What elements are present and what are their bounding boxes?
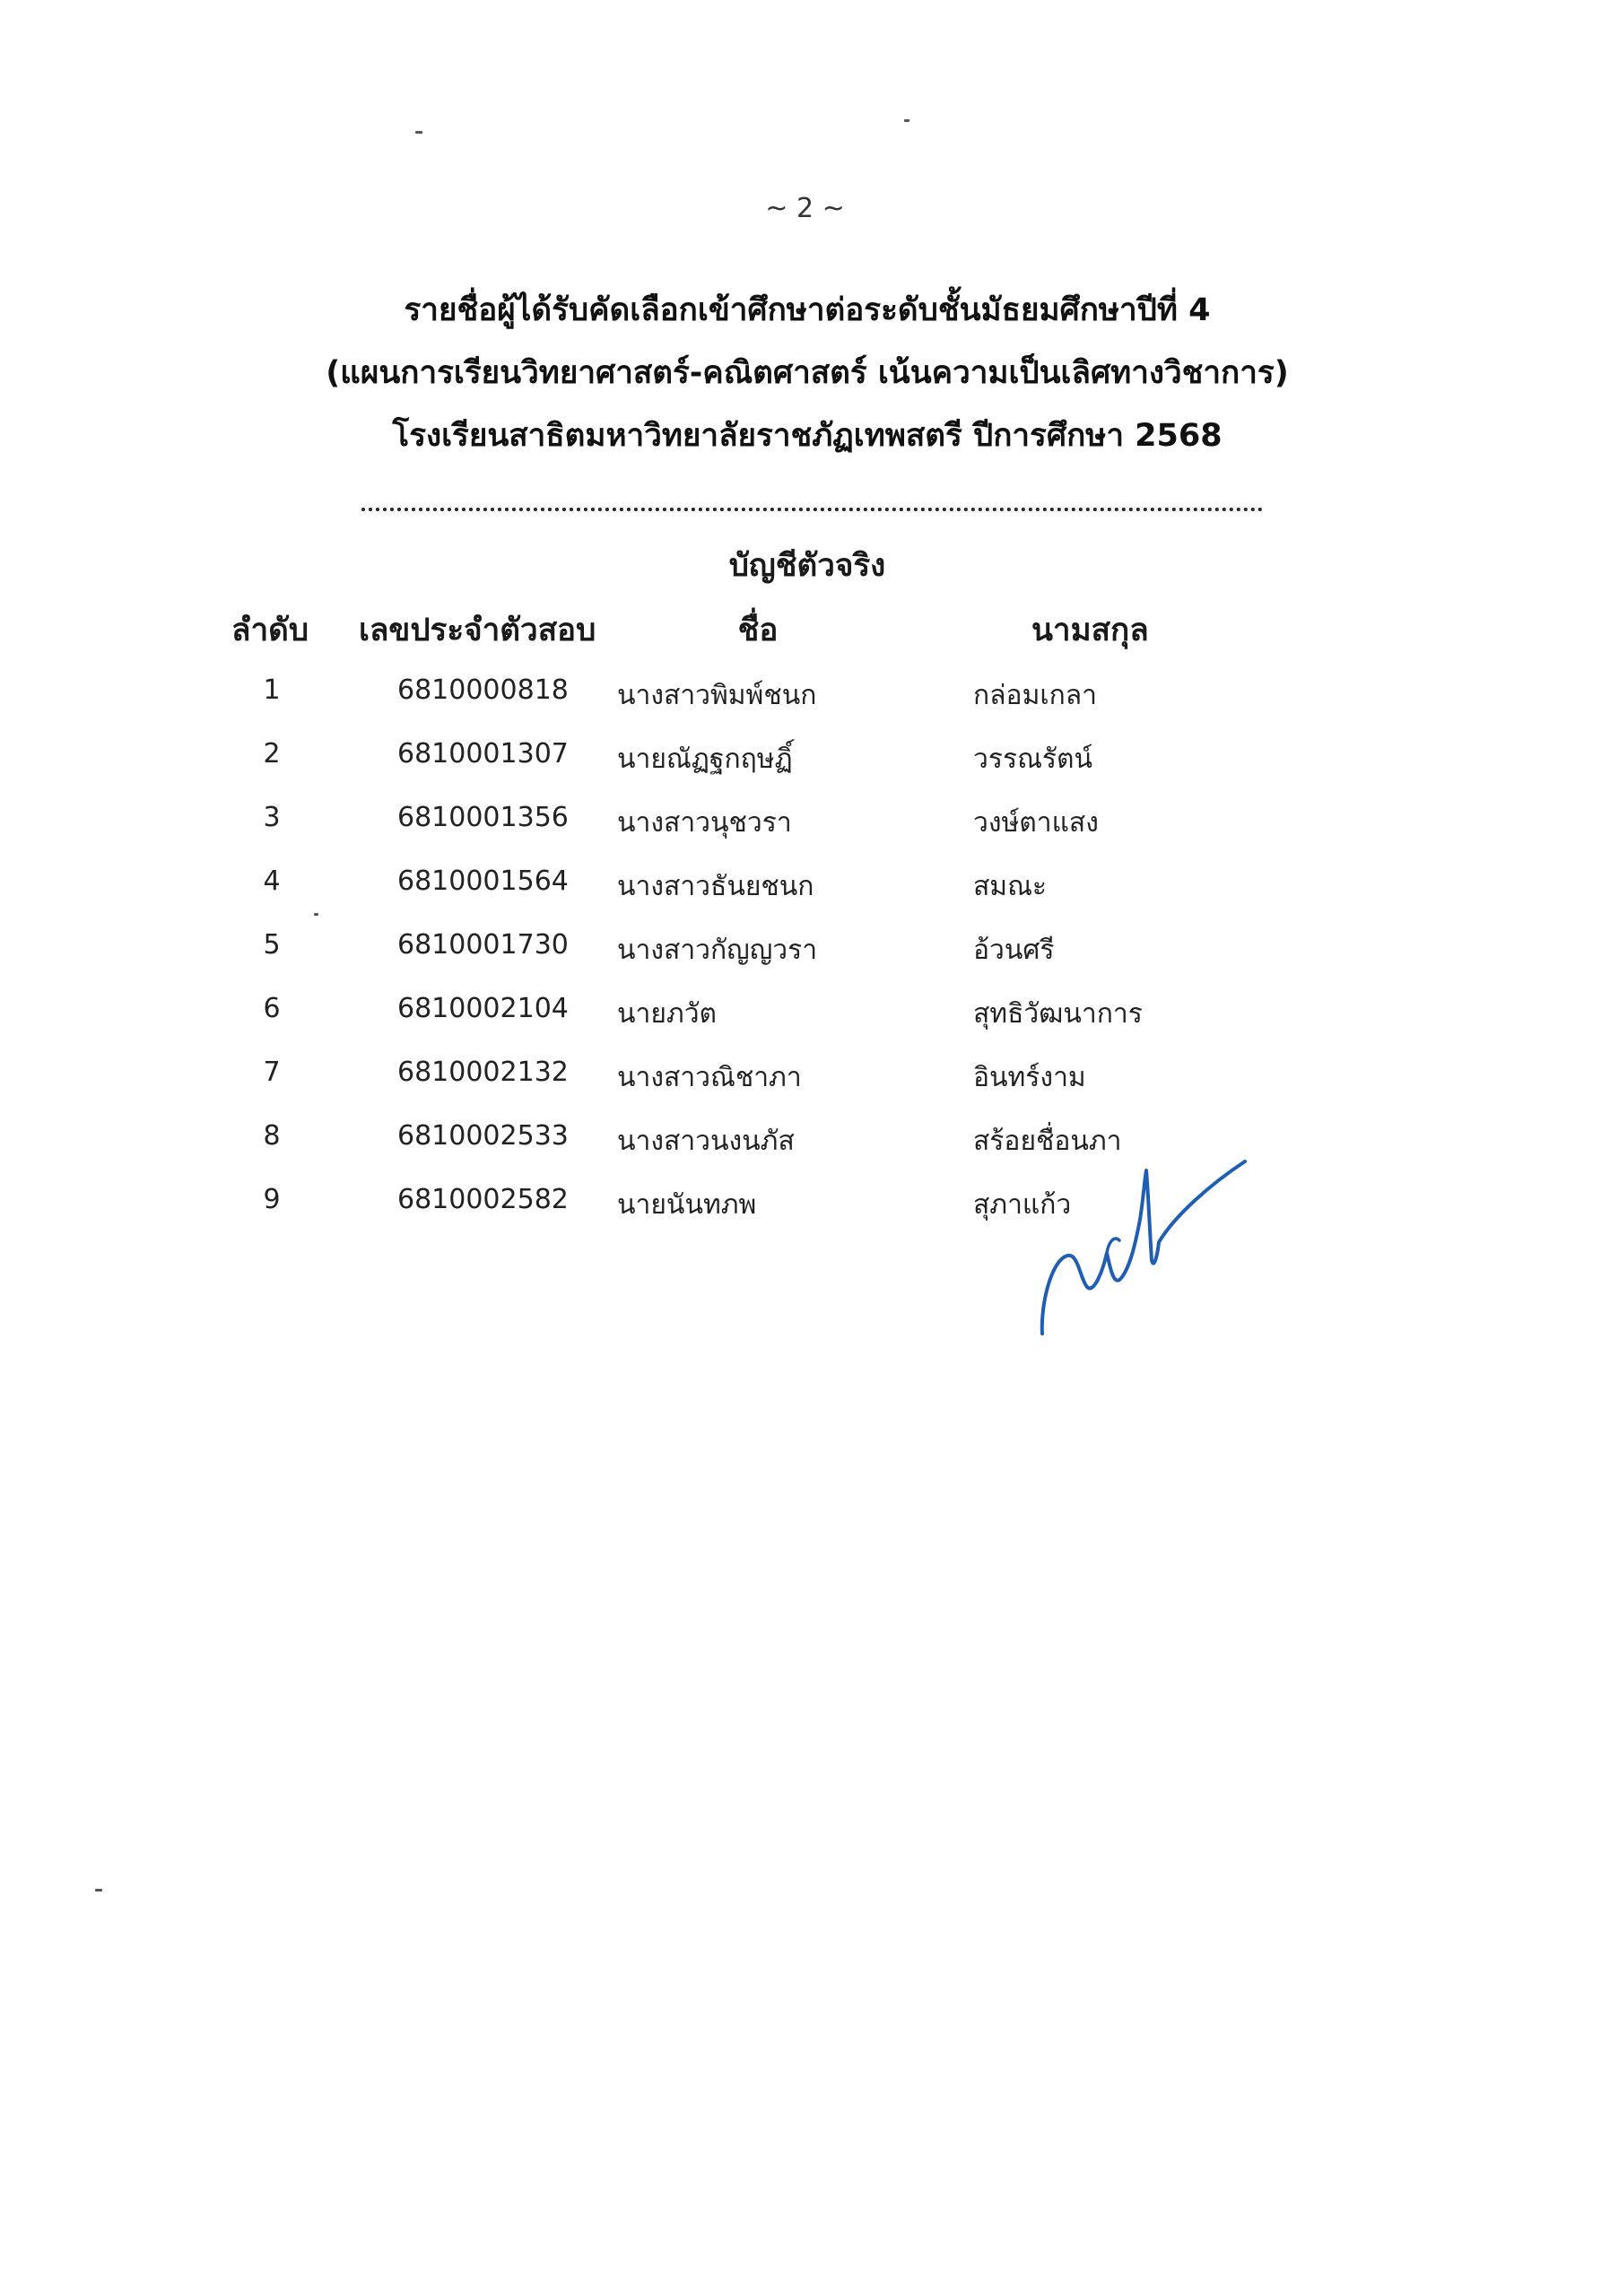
- table-row: [0, 929, 1610, 993]
- document-title-line-1: รายชื่อผู้ได้รับคัดเลือกเข้าศึกษาต่อระดับชั้นมัธยมศึกษาปีที่ 4: [404, 292, 1211, 328]
- document-title-line-2: (แผนการเรียนวิทยาศาสตร์-คณิตศาสตร์ เน้นความเป็นเลิศทางวิชาการ): [326, 355, 1289, 391]
- row-exam-id: 6810001307: [397, 738, 569, 770]
- row-last-name: สมณะ: [973, 871, 1048, 902]
- row-first-name: นายนันทภพ: [617, 1189, 757, 1221]
- row-order: 6: [263, 993, 281, 1024]
- row-last-name: อินทร์งาม: [973, 1062, 1086, 1093]
- table-row: [0, 738, 1610, 802]
- row-first-name: นางสาวพิมพ์ชนก: [617, 680, 817, 711]
- row-last-name: อ้วนศรี: [973, 935, 1055, 966]
- header-last-name: นามสกุล: [1031, 613, 1149, 648]
- row-order: 8: [263, 1120, 281, 1152]
- row-first-name: นายณัฏฐกฤษฏิ์: [617, 744, 793, 775]
- row-last-name: วงษ์ตาแสง: [973, 807, 1099, 839]
- table-row: [0, 1057, 1610, 1120]
- table-row: [0, 802, 1610, 865]
- row-last-name: สุทธิวัฒนาการ: [973, 998, 1143, 1030]
- row-first-name: นางสาวกัญญวรา: [617, 935, 818, 966]
- row-first-name: นางสาวนงนภัส: [617, 1126, 795, 1157]
- row-exam-id: 6810002582: [397, 1184, 569, 1215]
- row-last-name: สร้อยชื่อนภา: [973, 1126, 1122, 1157]
- header-first-name: ชื่อ: [737, 613, 779, 648]
- row-last-name: วรรณรัตน์: [973, 744, 1093, 775]
- row-last-name: กล่อมเกลา: [973, 680, 1097, 711]
- row-exam-id: 6810002104: [397, 993, 569, 1024]
- scan-speck: [904, 119, 909, 122]
- table-row: [0, 1184, 1610, 1248]
- row-exam-id: 6810002533: [397, 1120, 569, 1152]
- scan-speck: [415, 131, 422, 134]
- row-order: 7: [263, 1057, 281, 1088]
- row-last-name: สุภาแก้ว: [973, 1189, 1072, 1221]
- row-exam-id: 6810001730: [397, 929, 569, 961]
- row-first-name: นางสาวณิชาภา: [617, 1062, 802, 1093]
- dotted-divider: [361, 508, 1263, 511]
- row-first-name: นางสาวนุชวรา: [617, 807, 792, 839]
- candidate-list: [0, 674, 1610, 1248]
- row-order: 1: [263, 674, 281, 706]
- header-exam-id: เลขประจำตัวสอบ: [359, 613, 596, 648]
- table-row: [0, 993, 1610, 1057]
- row-order: 5: [263, 929, 281, 961]
- scan-speck: [314, 913, 318, 916]
- list-title: บัญชีตัวจริง: [728, 548, 886, 584]
- row-order: 4: [263, 865, 281, 897]
- table-row: [0, 1120, 1610, 1184]
- row-order: 9: [263, 1184, 281, 1215]
- row-exam-id: 6810002132: [397, 1057, 569, 1088]
- table-row: [0, 674, 1610, 738]
- row-exam-id: 6810001564: [397, 865, 569, 897]
- row-exam-id: 6810000818: [397, 674, 569, 706]
- handwritten-signature: [1031, 1135, 1256, 1341]
- row-order: 2: [263, 738, 281, 770]
- row-first-name: นายภวัต: [617, 998, 718, 1030]
- table-row: [0, 865, 1610, 929]
- scan-speck: [95, 1889, 102, 1892]
- page-number: ~ 2 ~: [765, 193, 845, 224]
- row-first-name: นางสาวธันยชนก: [617, 871, 814, 902]
- header-order: ลำดับ: [231, 613, 309, 648]
- row-exam-id: 6810001356: [397, 802, 569, 833]
- row-order: 3: [263, 802, 281, 833]
- document-title-line-3: โรงเรียนสาธิตมหาวิทยาลัยราชภัฏเทพสตรี ปีการศึกษา 2568: [392, 418, 1223, 454]
